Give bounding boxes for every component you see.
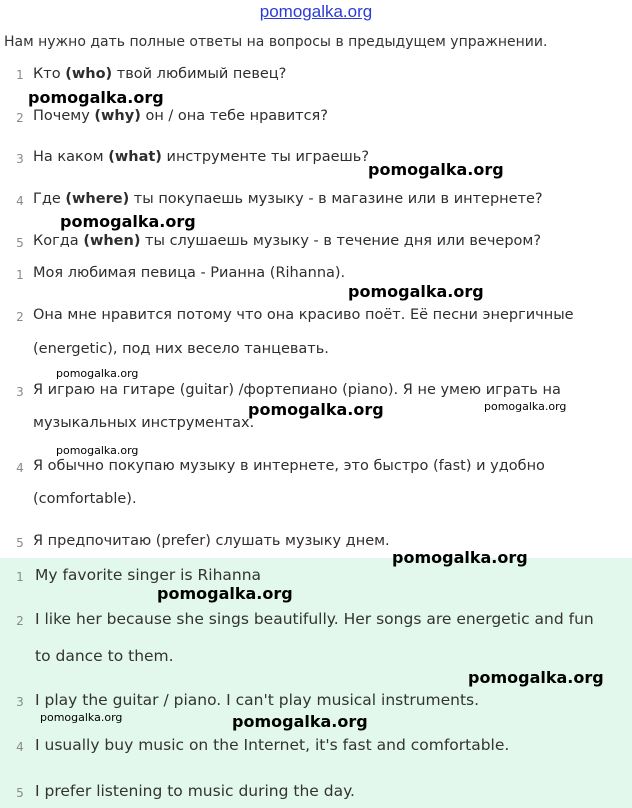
question-text: Когда (when) ты слушаешь музыку - в течение дня или вечером?	[33, 233, 542, 249]
question-text: Почему (why) он / она тебе нравится?	[33, 108, 328, 124]
answer-line: Я обычно покупаю музыку в интернете, это быстро (fast) и удобно	[33, 458, 545, 474]
watermark: pomogalka.org	[60, 212, 196, 231]
item-number: 3	[16, 152, 24, 166]
watermark: pomogalka.org	[248, 400, 384, 419]
watermark: pomogalka.org	[392, 548, 528, 567]
item-number: 1	[16, 268, 24, 282]
answer-line: Я предпочитаю (prefer) слушать музыку днем.	[33, 533, 390, 549]
item-number: 2	[16, 310, 24, 324]
site-link[interactable]: pomogalka.org	[259, 2, 373, 21]
item-number: 2	[16, 614, 24, 628]
watermark: pomogalka.org	[56, 444, 139, 457]
item-number: 5	[16, 786, 24, 800]
watermark: pomogalka.org	[468, 668, 604, 687]
question-text: Где (where) ты покупаешь музыку - в магазине или в интернете?	[33, 191, 543, 207]
answer-line: Я играю на гитаре (guitar) /фортепиано (piano). Я не умею играть на	[33, 382, 561, 398]
item-number: 2	[16, 111, 24, 125]
watermark: pomogalka.org	[348, 282, 484, 301]
question-text: Кто (who) твой любимый певец?	[33, 66, 287, 82]
item-number: 3	[16, 385, 24, 399]
item-number: 3	[16, 695, 24, 709]
question-text: На каком (what) инструменте ты играешь?	[33, 149, 370, 165]
item-number: 5	[16, 236, 24, 250]
watermark: pomogalka.org	[40, 711, 123, 724]
watermark: pomogalka.org	[157, 584, 293, 603]
item-number: 4	[16, 461, 24, 475]
answer-line: музыкальных инструментах.	[33, 415, 255, 431]
answer-line: Она мне нравится потому что она красиво поёт. Её песни энергичные	[33, 307, 574, 323]
answer-line: I like her because she sings beautifully. Her songs are energetic and fun	[35, 610, 594, 628]
watermark: pomogalka.org	[56, 367, 139, 380]
answer-line: (energetic), под них весело танцевать.	[33, 341, 329, 357]
answer-line: My favorite singer is Rihanna	[35, 566, 262, 584]
answer-line: (comfortable).	[33, 491, 137, 507]
watermark: pomogalka.org	[28, 88, 164, 107]
item-number: 4	[16, 194, 24, 208]
answer-line: I prefer listening to music during the day.	[35, 782, 355, 800]
exercise-intro: Нам нужно дать полные ответы на вопросы в предыдущем упражнении.	[4, 34, 548, 50]
answer-line: Моя любимая певица - Рианна (Rihanna).	[33, 265, 346, 281]
item-number: 1	[16, 570, 24, 584]
answer-line: to dance to them.	[35, 647, 174, 665]
watermark: pomogalka.org	[232, 712, 368, 731]
item-number: 4	[16, 740, 24, 754]
answer-line: I usually buy music on the Internet, it's fast and comfortable.	[35, 736, 510, 754]
item-number: 1	[16, 68, 24, 82]
answer-line: I play the guitar / piano. I can't play musical instruments.	[35, 691, 480, 709]
watermark: pomogalka.org	[368, 160, 504, 179]
watermark: pomogalka.org	[484, 400, 567, 413]
item-number: 5	[16, 536, 24, 550]
